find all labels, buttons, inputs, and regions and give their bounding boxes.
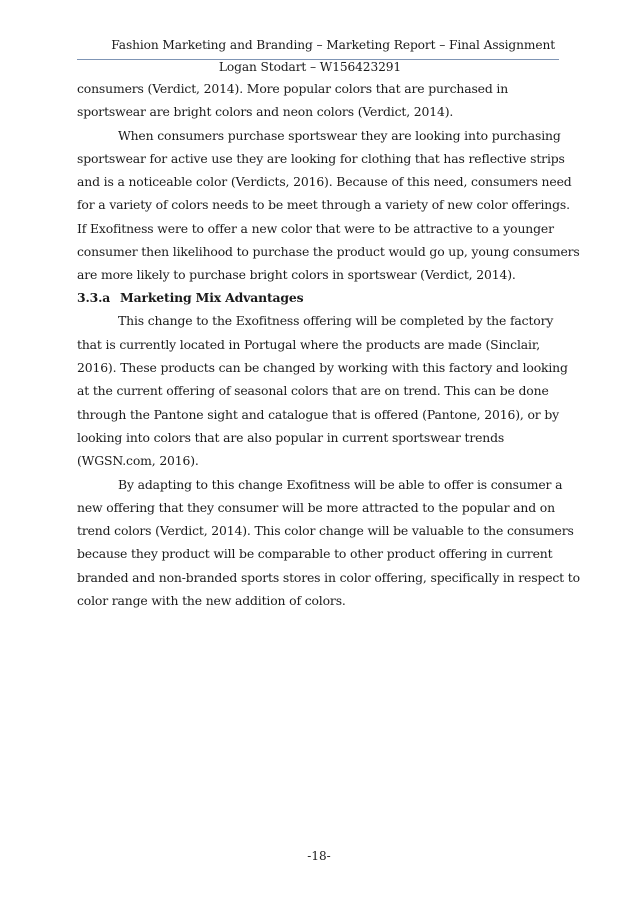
header-author: Logan Stodart – W156423291 [218,60,402,74]
body-line: This change to the Exofitness offering will be completed by the factory [118,313,554,329]
header-title: Fashion Marketing and Branding – Marketing Report – Final Assignment [111,38,555,52]
body-line: new offering that they consumer will be more attracted to the popular and on [77,499,555,515]
section-number: 3.3.a [77,290,111,306]
body-line: trend colors (Verdict, 2014). This color change will be valuable to the consumers [77,523,574,539]
body-line: sportswear are bright colors and neon colors (Verdict, 2014). [77,104,454,120]
body-line: looking into colors that are also popular in current sportswear trends [77,429,505,445]
body-line: that is currently located in Portugal where the products are made (Sinclair, [77,336,541,352]
page-number: -18- [307,849,331,863]
body-line: branded and non-branded sports stores in color offering, specifically in respect to [77,569,580,585]
body-line: (WGSN.com, 2016). [77,453,199,469]
body-line: at the current offering of seasonal colors that are on trend. This can be done [77,383,549,399]
body-line: If Exofitness were to offer a new color that were to be attractive to a younger [77,220,554,236]
body-line: are more likely to purchase bright colors in sportswear (Verdict, 2014). [77,267,516,283]
section-heading [77,286,563,309]
document-body [77,77,580,612]
body-line: sportswear for active use they are looking for clothing that has reflective strips [77,150,565,166]
body-line: through the Pantone sight and catalogue that is offered (Pantone, 2016), or by [77,406,559,422]
body-line: When consumers purchase sportswear they are looking into purchasing [118,127,561,143]
body-line: consumers (Verdict, 2014). More popular colors that are purchased in [77,81,509,96]
body-line: color range with the new addition of colors. [77,593,346,609]
section-title: Marketing Mix Advantages [120,290,304,306]
body-line: 2016). These products can be changed by working with this factory and looking [77,360,568,376]
body-line: for a variety of colors needs to be meet through a variety of new color offerings. [77,197,570,213]
body-line: and is a noticeable color (Verdicts, 2016). Because of this need, consumers need [77,174,572,190]
body-line: consumer then likelihood to purchase the product would go up, young consumers [77,244,580,260]
body-line: because they product will be comparable to other product offering in current [77,546,553,562]
body-line: By adapting to this change Exofitness will be able to offer is consumer a [118,476,563,492]
